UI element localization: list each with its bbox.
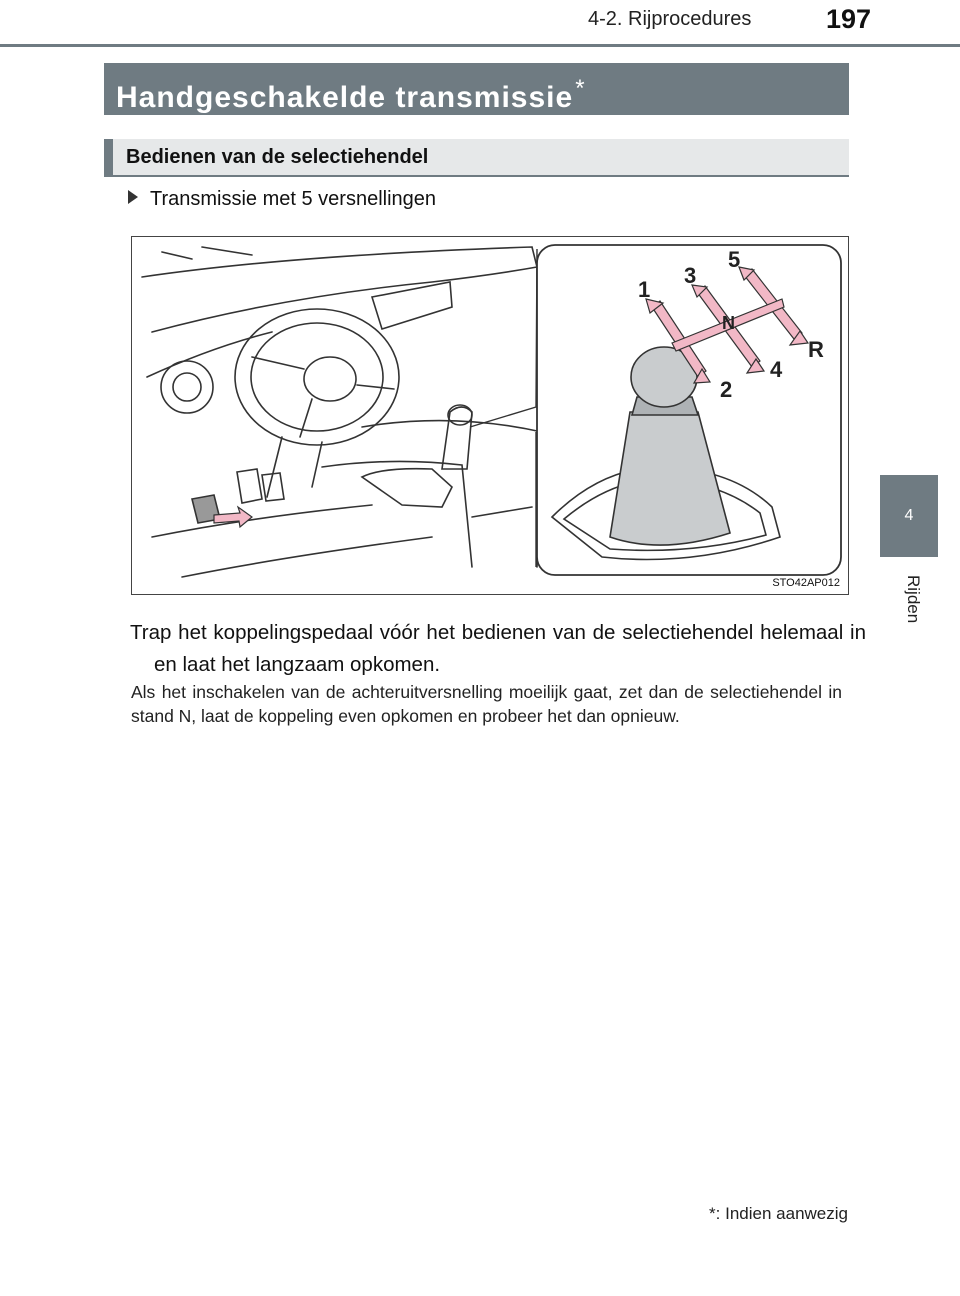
instruction-paragraph: Trap het koppelingspedaal vóór het bedienen van de selectiehendel helemaal in en laat het langzaam opkomen.: [130, 621, 866, 676]
header-section-title: 4-2. Rijprocedures: [588, 8, 752, 30]
gear-label-n: N: [722, 313, 735, 333]
gear-label-4: 4: [770, 357, 783, 382]
figure-code: STO42AP012: [772, 577, 840, 589]
gear-label-3: 3: [684, 263, 697, 288]
bullet-text: Transmissie met 5 versnellingen: [150, 188, 437, 210]
chapter-tab[interactable]: [880, 475, 938, 557]
subsection-accent: [104, 139, 113, 175]
chapter-number: 4: [904, 507, 914, 524]
note-paragraph: Als het inschakelen van de achteruitversnelling moeilijk gaat, zet dan de selectiehendel in stand N, laat de koppeling even opkomen en probeer het dan opnieuw.: [131, 682, 842, 726]
gear-shift-illustration: [131, 236, 849, 595]
subsection-heading-text: Bedienen van de selectiehendel: [126, 146, 429, 168]
page-title-text: Handgeschakelde transmissie: [116, 81, 574, 114]
gear-label-r: R: [808, 337, 824, 362]
illustration-drawing: [132, 237, 849, 595]
page-number: 197: [826, 4, 872, 34]
bullet-item: [128, 188, 436, 211]
chapter-label: Rijden: [904, 575, 923, 624]
page-title: [104, 63, 849, 115]
title-footnote-marker: *: [575, 75, 586, 102]
subsection-heading: [104, 139, 849, 177]
footnote-marker: *: [709, 1204, 716, 1223]
footnote: [709, 1204, 848, 1224]
triangle-bullet-icon: [128, 190, 138, 204]
gear-label-2: 2: [720, 377, 733, 402]
footnote-text: : Indien aanwezig: [715, 1204, 848, 1223]
header-divider: [0, 44, 960, 47]
gear-label-5: 5: [728, 247, 741, 272]
gear-label-1: 1: [638, 277, 651, 302]
